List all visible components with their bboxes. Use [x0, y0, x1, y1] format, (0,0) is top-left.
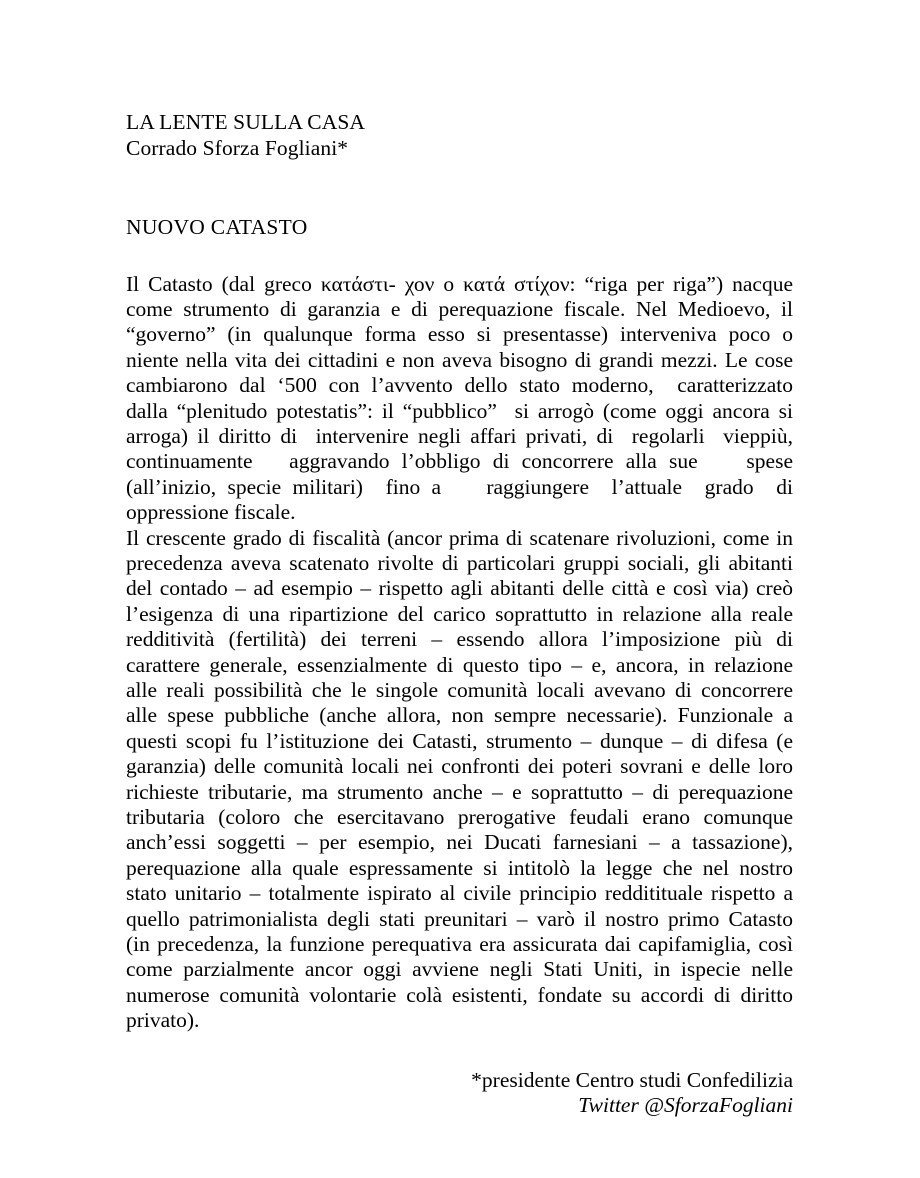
body-line: come parzialmente ancor oggi avviene negli Stati Uniti, in ispecie nelle: [126, 957, 793, 982]
body-line: Il Catasto (dal greco κατάστι- χον ο κατά στίχον: “riga per riga”) nacque: [126, 271, 793, 296]
body-line: anch’essi soggetti – per esempio, nei Ducati farnesiani – a tassazione),: [126, 830, 793, 855]
body-line: numerose comunità volontarie colà esistenti, fondate su accordi di diritto: [126, 982, 793, 1007]
body-line: cambiarono dal ‘500 con l’avvento dello stato moderno, caratterizzato: [126, 373, 793, 398]
body-line: questi scopi fu l’istituzione dei Catasti, strumento – dunque – di difesa (e: [126, 728, 793, 753]
body-line: tributaria (coloro che esercitavano prerogative feudali erano comunque: [126, 805, 793, 830]
body-line: dalla “plenitudo potestatis”: il “pubblico” si arrogò (come oggi ancora si: [126, 398, 793, 423]
body-line: Il crescente grado di fiscalità (ancor prima di scatenare rivoluzioni, come in: [126, 525, 793, 550]
body-line: (all’inizio, specie militari) fino a raggiungere l’attuale grado di: [126, 474, 793, 499]
column-title: LA LENTE SULLA CASA: [126, 110, 365, 134]
body-line: oppressione fiscale.: [126, 500, 296, 525]
body-line: l’esigenza di una ripartizione del carico soprattutto in relazione alla reale: [126, 601, 793, 626]
text-column: [126, 110, 793, 1119]
body-line: richieste tributarie, ma strumento anche – e soprattutto – di perequazione: [126, 779, 793, 804]
body-line: quello patrimonialista degli stati preunitari – varò il nostro primo Catasto: [126, 906, 793, 931]
masthead: [126, 110, 793, 161]
body-line: continuamente aggravando l’obbligo di concorrere alla sue spese: [126, 449, 793, 474]
author-byline: Corrado Sforza Fogliani*: [126, 135, 349, 160]
body-line: arroga) il diritto di intervenire negli affari privati, di regolarli vieppiù,: [126, 423, 793, 448]
body-line: carattere generale, essenzialmente di questo tipo – e, ancora, in relazione: [126, 652, 793, 677]
body-line: redditività (fertilità) dei terreni – essendo allora l’imposizione più di: [126, 627, 793, 652]
body-line: privato).: [126, 1008, 200, 1033]
body-line: perequazione alla quale espressamente si intitolò la legge che nel nostro: [126, 855, 793, 880]
article-body: [126, 272, 793, 1034]
author-role: *presidente Centro studi Confedilizia: [471, 1067, 793, 1092]
body-line: niente nella vita dei cittadini e non aveva bisogno di grandi mezzi. Le cose: [126, 347, 793, 372]
twitter-handle: Twitter @SforzaFogliani: [578, 1093, 793, 1118]
body-line: (in precedenza, la funzione perequativa era assicurata dai capifamiglia, così: [126, 932, 793, 957]
body-line: stato unitario – totalmente ispirato al civile principio redditituale rispetto a: [126, 881, 793, 906]
body-line: alle spese pubbliche (anche allora, non sempre necessarie). Funzionale a: [126, 703, 793, 728]
body-line: garanzia) delle comunità locali nei confronti dei poteri sovrani e delle loro: [126, 754, 793, 779]
signature-block: [126, 1068, 793, 1119]
body-line: precedenza aveva scatenato rivolte di particolari gruppi sociali, gli abitanti: [126, 550, 793, 575]
body-line: alle reali possibilità che le singole comunità locali avevano di concorrere: [126, 678, 793, 702]
body-line: come strumento di garanzia e di perequazione fiscale. Nel Medioevo, il: [126, 296, 793, 321]
body-line: del contado – ad esempio – rispetto agli abitanti delle città e così via) creò: [126, 576, 793, 601]
article-heading: NUOVO CATASTO: [126, 215, 308, 239]
body-line: “governo” (in qualunque forma esso si presentasse) interveniva poco o: [126, 322, 793, 347]
